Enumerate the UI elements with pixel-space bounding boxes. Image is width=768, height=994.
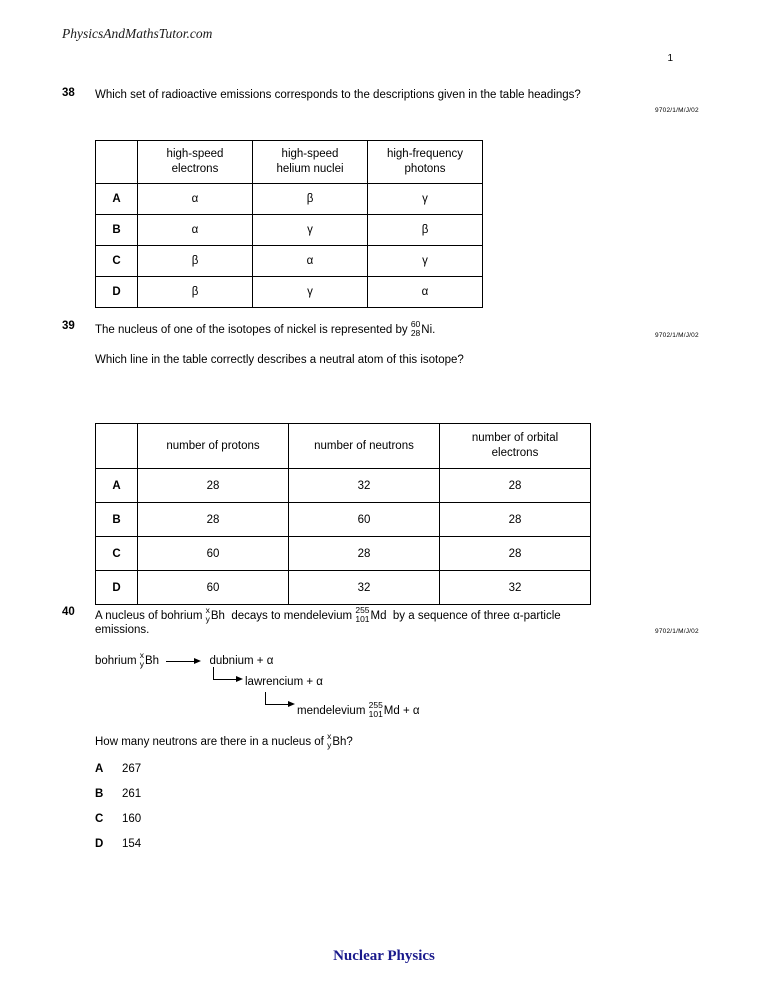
decay-product-2: lawrencium + α — [245, 676, 323, 688]
table-cell: γ — [253, 277, 368, 308]
footer-topic-title: Nuclear Physics — [333, 948, 435, 964]
table-header-blank — [96, 424, 138, 469]
table-row — [96, 537, 591, 571]
decay-line-2 — [245, 676, 323, 688]
answer-letter-c: C — [95, 813, 104, 825]
decay-alpha-3: + α — [402, 704, 420, 717]
mendelevium-symbol: Md — [383, 704, 400, 717]
site-watermark: PhysicsAndMathsTutor.com — [62, 26, 213, 41]
table-cell: 28 — [440, 469, 591, 503]
arrow-head-icon — [288, 701, 295, 707]
table-cell: 28 — [289, 537, 440, 571]
header-line-2: electrons — [171, 163, 219, 175]
decay-product-1: dubnium + α — [209, 654, 274, 667]
atomic-number: 101 — [355, 613, 370, 624]
mass-number: 255 — [368, 700, 383, 710]
table-row — [96, 277, 483, 308]
option-letter: D — [96, 277, 138, 308]
decay-elbow-arrow-icon-2 — [265, 692, 295, 706]
table-cell: 28 — [138, 503, 289, 537]
question-38-number: 38 — [62, 87, 75, 99]
question-39-text-line1 — [95, 320, 715, 339]
table-row — [96, 571, 591, 605]
decay-elbow-arrow-icon-1 — [213, 667, 243, 681]
page-number: 1 — [667, 53, 673, 64]
option-letter: A — [96, 184, 138, 215]
bohrium-symbol: Bh — [210, 609, 225, 622]
table-cell: 60 — [138, 537, 289, 571]
bohrium-symbol: Bh — [145, 654, 160, 667]
atomic-number: 28 — [410, 327, 421, 338]
bohrium-nuclide-indices — [206, 606, 210, 624]
question-39-text-prefix: The nucleus of one of the isotopes of nickel is represented by — [95, 323, 408, 336]
option-letter: B — [96, 503, 138, 537]
table-cell: γ — [253, 215, 368, 246]
bohrium-nuclide-indices — [327, 732, 331, 750]
table-cell: α — [253, 246, 368, 277]
option-letter: B — [96, 215, 138, 246]
q40-text-c: by a sequence of three α-particle — [392, 609, 561, 622]
table-header-cell — [253, 141, 368, 184]
question-40-text-line1 — [95, 606, 705, 625]
table-cell: γ — [368, 246, 483, 277]
header-line-1: high-speed — [166, 148, 224, 161]
table-cell: 32 — [289, 469, 440, 503]
atomic-number: y — [205, 613, 210, 624]
option-letter: C — [96, 246, 138, 277]
table-cell: γ — [368, 184, 483, 215]
question-40-number: 40 — [62, 606, 75, 618]
question-38-table — [95, 140, 483, 308]
question-40-prompt — [95, 732, 353, 751]
answer-value-d: 154 — [122, 838, 142, 850]
answer-value-c: 160 — [122, 813, 142, 825]
q40-text-b: decays to mendelevium — [231, 609, 353, 622]
mendelevium-symbol: Md — [370, 609, 387, 622]
question-40-text-line2: emissions. — [95, 624, 150, 636]
mass-number: x — [327, 731, 332, 741]
atomic-number: 101 — [368, 708, 383, 719]
question-39-paper-code: 9702/1/M/J/02 — [655, 332, 699, 339]
mass-number: x — [139, 650, 145, 660]
decay-line-3 — [297, 701, 420, 719]
table-header-cell: number of protons — [138, 424, 289, 469]
q40-text-a: A nucleus of bohrium — [95, 609, 203, 622]
option-letter: C — [96, 537, 138, 571]
table-row — [96, 503, 591, 537]
header-line-2: electrons — [491, 447, 539, 459]
answer-letter-a: A — [95, 763, 104, 775]
table-cell: 28 — [440, 537, 591, 571]
header-line-2: helium nuclei — [276, 163, 344, 175]
decay-parent-name: bohrium — [95, 654, 137, 667]
question-38-paper-code: 9702/1/M/J/02 — [655, 107, 699, 114]
table-header-cell: number of neutrons — [289, 424, 440, 469]
question-39-number: 39 — [62, 320, 75, 332]
arrow-head-icon — [236, 676, 243, 682]
table-header-cell — [368, 141, 483, 184]
table-header-row — [96, 141, 483, 184]
decay-arrow-icon — [166, 657, 202, 665]
bohrium-nuclide-indices — [140, 651, 144, 669]
answer-value-a: 267 — [122, 763, 142, 775]
answer-letter-d: D — [95, 838, 104, 850]
nickel-symbol: Ni. — [421, 323, 436, 336]
table-row — [96, 246, 483, 277]
question-39-text-line2: Which line in the table correctly describes a neutral atom of this isotope? — [95, 354, 464, 366]
mass-number: 60 — [410, 319, 421, 329]
table-header-cell — [440, 424, 591, 469]
table-cell: 60 — [289, 503, 440, 537]
atomic-number: y — [139, 658, 145, 669]
table-cell: 28 — [138, 469, 289, 503]
table-row — [96, 215, 483, 246]
table-cell: β — [138, 246, 253, 277]
table-cell: α — [138, 215, 253, 246]
option-letter: A — [96, 469, 138, 503]
decay-line-1 — [95, 651, 273, 669]
atomic-number: y — [327, 739, 332, 750]
mass-number: x — [205, 605, 210, 615]
question-39-table — [95, 423, 591, 605]
question-38-text: Which set of radioactive emissions corresponds to the descriptions given in the table headings? — [95, 89, 581, 101]
mendelevium-nuclide-indices — [369, 701, 383, 719]
question-40-prompt-text: How many neutrons are there in a nucleus of — [95, 735, 324, 748]
table-header-blank — [96, 141, 138, 184]
bohrium-symbol: Bh? — [332, 735, 353, 748]
nickel-nuclide-indices — [411, 320, 420, 338]
table-cell: β — [368, 215, 483, 246]
table-cell: α — [368, 277, 483, 308]
header-line-1: high-speed — [281, 148, 339, 161]
header-line-1: high-frequency — [386, 148, 464, 161]
table-cell: 32 — [289, 571, 440, 605]
mendelevium-nuclide-indices — [355, 606, 369, 624]
table-cell: α — [138, 184, 253, 215]
header-line-1: number of orbital — [471, 432, 559, 445]
table-row — [96, 469, 591, 503]
answer-value-b: 261 — [122, 788, 142, 800]
header-line-2: photons — [404, 163, 446, 175]
table-cell: β — [138, 277, 253, 308]
option-letter: D — [96, 571, 138, 605]
question-40-paper-code: 9702/1/M/J/02 — [655, 628, 699, 635]
table-cell: 28 — [440, 503, 591, 537]
decay-product-3: mendelevium — [297, 704, 366, 717]
table-row — [96, 184, 483, 215]
table-header-row — [96, 424, 591, 469]
table-cell: 32 — [440, 571, 591, 605]
table-header-cell — [138, 141, 253, 184]
table-cell: β — [253, 184, 368, 215]
answer-letter-b: B — [95, 788, 104, 800]
mass-number: 255 — [355, 605, 370, 615]
table-cell: 60 — [138, 571, 289, 605]
